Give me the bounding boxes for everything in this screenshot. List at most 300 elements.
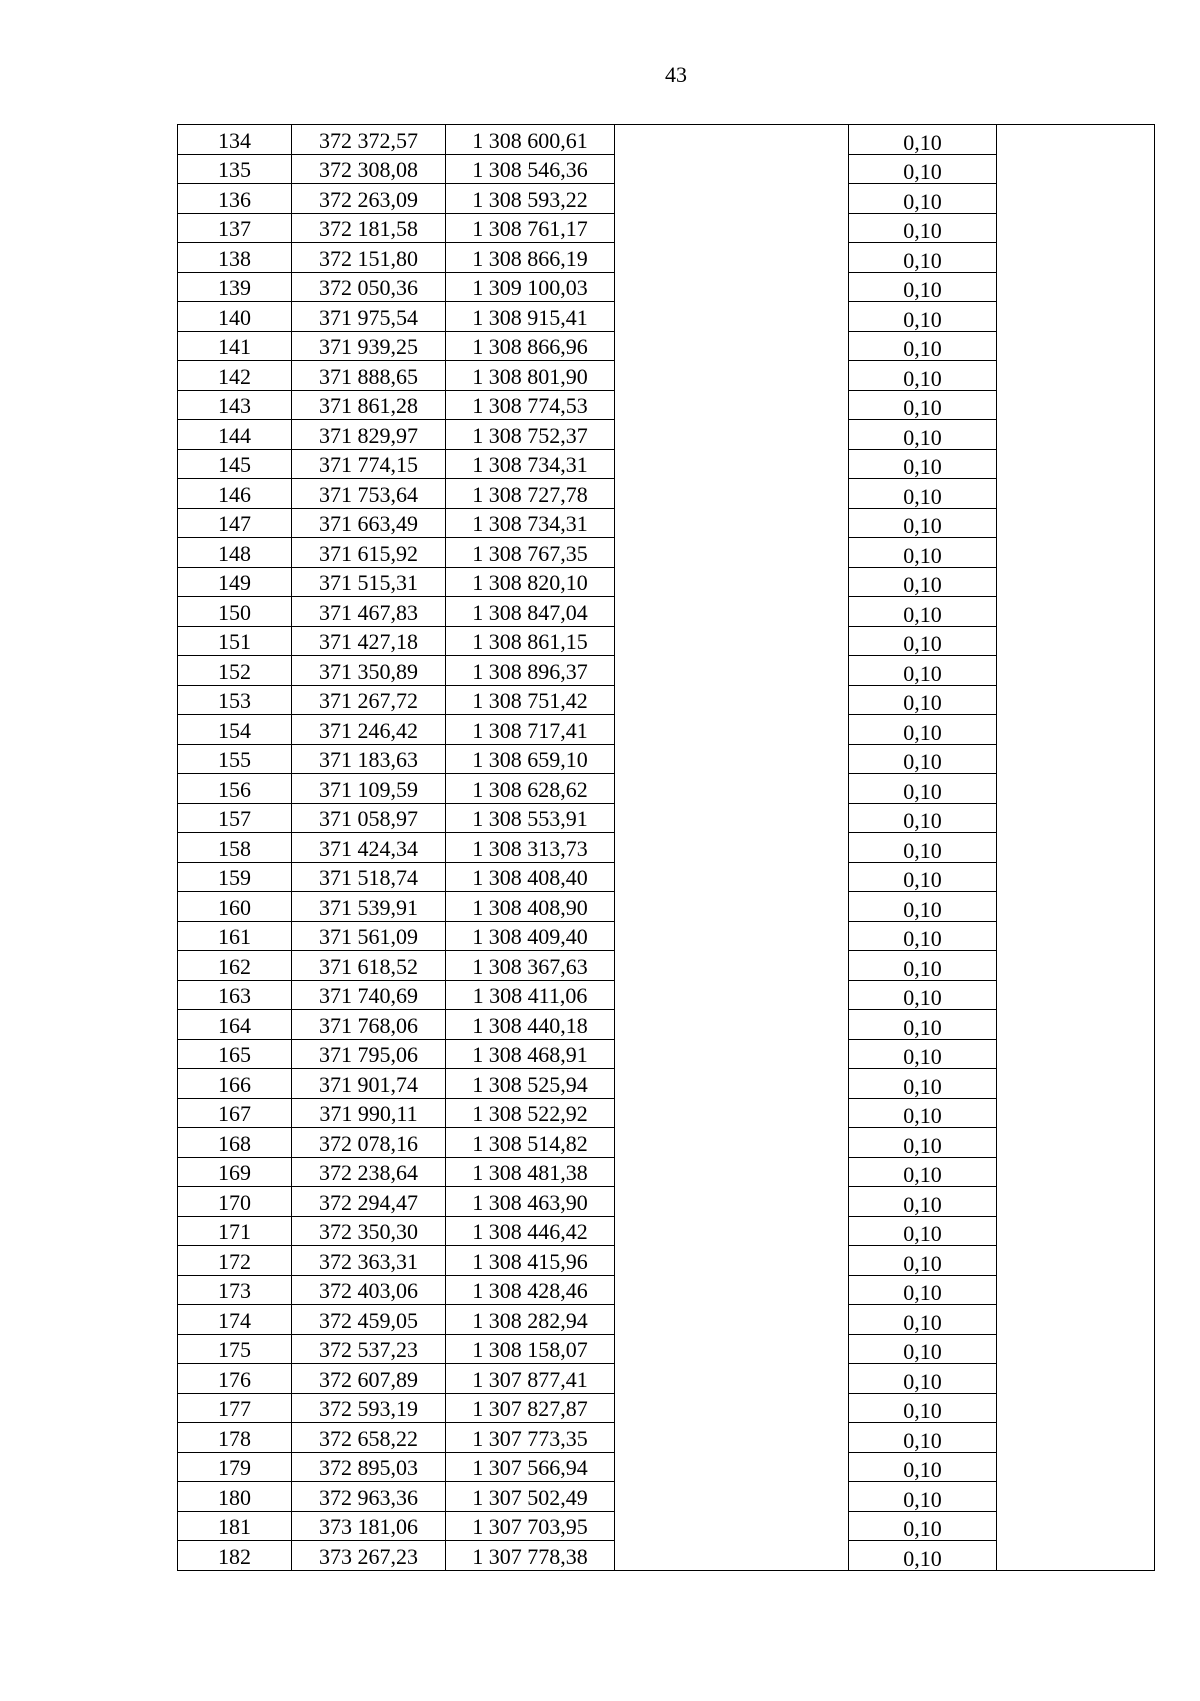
empty-cell — [615, 272, 849, 302]
empty-cell — [615, 803, 849, 833]
x-coordinate-cell: 372 078,16 — [292, 1128, 446, 1158]
empty-cell — [997, 154, 1155, 184]
y-coordinate-cell: 1 308 411,06 — [446, 980, 615, 1010]
accuracy-cell: 0,10 — [849, 597, 997, 627]
table-row — [178, 892, 1155, 922]
table-row — [178, 1098, 1155, 1128]
empty-cell — [997, 1216, 1155, 1246]
empty-cell — [615, 774, 849, 804]
accuracy-cell: 0,10 — [849, 1275, 997, 1305]
x-coordinate-cell: 371 427,18 — [292, 626, 446, 656]
empty-cell — [615, 1128, 849, 1158]
point-number-cell: 151 — [178, 626, 292, 656]
empty-cell — [997, 449, 1155, 479]
y-coordinate-cell: 1 308 514,82 — [446, 1128, 615, 1158]
point-number-cell: 147 — [178, 508, 292, 538]
y-coordinate-cell: 1 308 525,94 — [446, 1069, 615, 1099]
empty-cell — [997, 774, 1155, 804]
empty-cell — [997, 833, 1155, 863]
empty-cell — [615, 390, 849, 420]
table-row — [178, 1364, 1155, 1394]
empty-cell — [615, 213, 849, 243]
empty-cell — [997, 1364, 1155, 1394]
x-coordinate-cell: 373 181,06 — [292, 1511, 446, 1541]
point-number-cell: 149 — [178, 567, 292, 597]
empty-cell — [997, 331, 1155, 361]
empty-cell — [997, 921, 1155, 951]
table-row — [178, 833, 1155, 863]
table-row — [178, 951, 1155, 981]
x-coordinate-cell: 372 308,08 — [292, 154, 446, 184]
x-coordinate-cell: 371 990,11 — [292, 1098, 446, 1128]
point-number-cell: 143 — [178, 390, 292, 420]
empty-cell — [615, 125, 849, 155]
table-row — [178, 567, 1155, 597]
point-number-cell: 165 — [178, 1039, 292, 1069]
y-coordinate-cell: 1 308 440,18 — [446, 1010, 615, 1040]
empty-cell — [997, 980, 1155, 1010]
accuracy-cell: 0,10 — [849, 1128, 997, 1158]
accuracy-cell: 0,10 — [849, 538, 997, 568]
empty-cell — [615, 1364, 849, 1394]
accuracy-cell: 0,10 — [849, 1393, 997, 1423]
point-number-cell: 146 — [178, 479, 292, 509]
x-coordinate-cell: 372 363,31 — [292, 1246, 446, 1276]
empty-cell — [997, 1098, 1155, 1128]
empty-cell — [997, 243, 1155, 273]
empty-cell — [997, 1511, 1155, 1541]
table-row — [178, 862, 1155, 892]
point-number-cell: 152 — [178, 656, 292, 686]
empty-cell — [997, 508, 1155, 538]
point-number-cell: 161 — [178, 921, 292, 951]
empty-cell — [615, 1039, 849, 1069]
accuracy-cell: 0,10 — [849, 154, 997, 184]
empty-cell — [997, 862, 1155, 892]
accuracy-cell: 0,10 — [849, 1010, 997, 1040]
point-number-cell: 172 — [178, 1246, 292, 1276]
y-coordinate-cell: 1 308 734,31 — [446, 508, 615, 538]
empty-cell — [615, 302, 849, 332]
coordinates-table — [177, 124, 1155, 1571]
y-coordinate-cell: 1 308 727,78 — [446, 479, 615, 509]
table-row — [178, 1305, 1155, 1335]
table-row — [178, 508, 1155, 538]
y-coordinate-cell: 1 308 761,17 — [446, 213, 615, 243]
point-number-cell: 182 — [178, 1541, 292, 1571]
empty-cell — [615, 1069, 849, 1099]
x-coordinate-cell: 372 294,47 — [292, 1187, 446, 1217]
point-number-cell: 166 — [178, 1069, 292, 1099]
y-coordinate-cell: 1 308 409,40 — [446, 921, 615, 951]
point-number-cell: 144 — [178, 420, 292, 450]
empty-cell — [997, 390, 1155, 420]
y-coordinate-cell: 1 307 566,94 — [446, 1452, 615, 1482]
point-number-cell: 150 — [178, 597, 292, 627]
x-coordinate-cell: 372 895,03 — [292, 1452, 446, 1482]
y-coordinate-cell: 1 308 659,10 — [446, 744, 615, 774]
accuracy-cell: 0,10 — [849, 449, 997, 479]
empty-cell — [997, 597, 1155, 627]
empty-cell — [615, 1246, 849, 1276]
point-number-cell: 158 — [178, 833, 292, 863]
point-number-cell: 180 — [178, 1482, 292, 1512]
accuracy-cell: 0,10 — [849, 1364, 997, 1394]
table-row — [178, 1128, 1155, 1158]
empty-cell — [615, 361, 849, 391]
x-coordinate-cell: 372 050,36 — [292, 272, 446, 302]
empty-cell — [615, 1511, 849, 1541]
accuracy-cell: 0,10 — [849, 1157, 997, 1187]
point-number-cell: 159 — [178, 862, 292, 892]
empty-cell — [615, 1334, 849, 1364]
point-number-cell: 142 — [178, 361, 292, 391]
empty-cell — [997, 184, 1155, 214]
x-coordinate-cell: 371 267,72 — [292, 685, 446, 715]
accuracy-cell: 0,10 — [849, 685, 997, 715]
empty-cell — [615, 1423, 849, 1453]
y-coordinate-cell: 1 308 628,62 — [446, 774, 615, 804]
table-row — [178, 1511, 1155, 1541]
empty-cell — [615, 479, 849, 509]
empty-cell — [615, 1157, 849, 1187]
empty-cell — [615, 980, 849, 1010]
point-number-cell: 136 — [178, 184, 292, 214]
table-row — [178, 361, 1155, 391]
table-row — [178, 243, 1155, 273]
y-coordinate-cell: 1 308 593,22 — [446, 184, 615, 214]
point-number-cell: 156 — [178, 774, 292, 804]
empty-cell — [997, 420, 1155, 450]
accuracy-cell: 0,10 — [849, 1511, 997, 1541]
empty-cell — [615, 685, 849, 715]
empty-cell — [997, 1069, 1155, 1099]
table-row — [178, 715, 1155, 745]
y-coordinate-cell: 1 308 158,07 — [446, 1334, 615, 1364]
empty-cell — [997, 656, 1155, 686]
point-number-cell: 178 — [178, 1423, 292, 1453]
point-number-cell: 170 — [178, 1187, 292, 1217]
table-row — [178, 302, 1155, 332]
x-coordinate-cell: 371 795,06 — [292, 1039, 446, 1069]
point-number-cell: 181 — [178, 1511, 292, 1541]
table-row — [178, 184, 1155, 214]
accuracy-cell: 0,10 — [849, 1305, 997, 1335]
table-row — [178, 213, 1155, 243]
empty-cell — [615, 331, 849, 361]
accuracy-cell: 0,10 — [849, 184, 997, 214]
table-row — [178, 1157, 1155, 1187]
table-row — [178, 803, 1155, 833]
x-coordinate-cell: 372 593,19 — [292, 1393, 446, 1423]
x-coordinate-cell: 371 901,74 — [292, 1069, 446, 1099]
y-coordinate-cell: 1 308 546,36 — [446, 154, 615, 184]
point-number-cell: 141 — [178, 331, 292, 361]
point-number-cell: 163 — [178, 980, 292, 1010]
point-number-cell: 160 — [178, 892, 292, 922]
table-row — [178, 1393, 1155, 1423]
accuracy-cell: 0,10 — [849, 1069, 997, 1099]
x-coordinate-cell: 371 774,15 — [292, 449, 446, 479]
point-number-cell: 153 — [178, 685, 292, 715]
accuracy-cell: 0,10 — [849, 1423, 997, 1453]
empty-cell — [997, 1393, 1155, 1423]
y-coordinate-cell: 1 308 463,90 — [446, 1187, 615, 1217]
empty-cell — [997, 685, 1155, 715]
point-number-cell: 139 — [178, 272, 292, 302]
point-number-cell: 154 — [178, 715, 292, 745]
point-number-cell: 179 — [178, 1452, 292, 1482]
empty-cell — [997, 1187, 1155, 1217]
accuracy-cell: 0,10 — [849, 390, 997, 420]
accuracy-cell: 0,10 — [849, 715, 997, 745]
empty-cell — [997, 1482, 1155, 1512]
accuracy-cell: 0,10 — [849, 213, 997, 243]
empty-cell — [615, 243, 849, 273]
table-row — [178, 626, 1155, 656]
y-coordinate-cell: 1 308 481,38 — [446, 1157, 615, 1187]
table-row — [178, 744, 1155, 774]
table-row — [178, 449, 1155, 479]
empty-cell — [997, 1246, 1155, 1276]
x-coordinate-cell: 371 888,65 — [292, 361, 446, 391]
y-coordinate-cell: 1 308 428,46 — [446, 1275, 615, 1305]
empty-cell — [997, 1305, 1155, 1335]
empty-cell — [997, 803, 1155, 833]
x-coordinate-cell: 371 829,97 — [292, 420, 446, 450]
y-coordinate-cell: 1 308 553,91 — [446, 803, 615, 833]
accuracy-cell: 0,10 — [849, 833, 997, 863]
empty-cell — [615, 626, 849, 656]
empty-cell — [997, 361, 1155, 391]
table-row — [178, 125, 1155, 155]
accuracy-cell: 0,10 — [849, 774, 997, 804]
table-row — [178, 921, 1155, 951]
point-number-cell: 167 — [178, 1098, 292, 1128]
x-coordinate-cell: 371 768,06 — [292, 1010, 446, 1040]
point-number-cell: 155 — [178, 744, 292, 774]
y-coordinate-cell: 1 307 827,87 — [446, 1393, 615, 1423]
y-coordinate-cell: 1 308 313,73 — [446, 833, 615, 863]
accuracy-cell: 0,10 — [849, 921, 997, 951]
point-number-cell: 168 — [178, 1128, 292, 1158]
y-coordinate-cell: 1 308 820,10 — [446, 567, 615, 597]
accuracy-cell: 0,10 — [849, 1452, 997, 1482]
table-row — [178, 1246, 1155, 1276]
accuracy-cell: 0,10 — [849, 980, 997, 1010]
point-number-cell: 176 — [178, 1364, 292, 1394]
table-row — [178, 538, 1155, 568]
empty-cell — [997, 626, 1155, 656]
accuracy-cell: 0,10 — [849, 862, 997, 892]
accuracy-cell: 0,10 — [849, 331, 997, 361]
empty-cell — [615, 715, 849, 745]
accuracy-cell: 0,10 — [849, 302, 997, 332]
empty-cell — [615, 1010, 849, 1040]
table-row — [178, 656, 1155, 686]
point-number-cell: 177 — [178, 1393, 292, 1423]
y-coordinate-cell: 1 308 367,63 — [446, 951, 615, 981]
point-number-cell: 157 — [178, 803, 292, 833]
x-coordinate-cell: 371 424,34 — [292, 833, 446, 863]
empty-cell — [615, 184, 849, 214]
empty-cell — [997, 479, 1155, 509]
x-coordinate-cell: 372 459,05 — [292, 1305, 446, 1335]
point-number-cell: 145 — [178, 449, 292, 479]
table-row — [178, 1423, 1155, 1453]
table-row — [178, 980, 1155, 1010]
empty-cell — [615, 597, 849, 627]
accuracy-cell: 0,10 — [849, 744, 997, 774]
x-coordinate-cell: 371 109,59 — [292, 774, 446, 804]
y-coordinate-cell: 1 308 734,31 — [446, 449, 615, 479]
y-coordinate-cell: 1 308 847,04 — [446, 597, 615, 627]
accuracy-cell: 0,10 — [849, 479, 997, 509]
table-row — [178, 331, 1155, 361]
point-number-cell: 135 — [178, 154, 292, 184]
accuracy-cell: 0,10 — [849, 803, 997, 833]
point-number-cell: 138 — [178, 243, 292, 273]
empty-cell — [615, 508, 849, 538]
y-coordinate-cell: 1 308 282,94 — [446, 1305, 615, 1335]
table-row — [178, 774, 1155, 804]
x-coordinate-cell: 372 238,64 — [292, 1157, 446, 1187]
x-coordinate-cell: 371 975,54 — [292, 302, 446, 332]
y-coordinate-cell: 1 307 703,95 — [446, 1511, 615, 1541]
table-row — [178, 1010, 1155, 1040]
empty-cell — [615, 154, 849, 184]
table-row — [178, 1039, 1155, 1069]
empty-cell — [997, 892, 1155, 922]
empty-cell — [997, 125, 1155, 155]
table-row — [178, 685, 1155, 715]
table-row — [178, 1334, 1155, 1364]
y-coordinate-cell: 1 307 877,41 — [446, 1364, 615, 1394]
empty-cell — [615, 1275, 849, 1305]
empty-cell — [997, 1334, 1155, 1364]
x-coordinate-cell: 372 263,09 — [292, 184, 446, 214]
accuracy-cell: 0,10 — [849, 1482, 997, 1512]
empty-cell — [615, 1482, 849, 1512]
accuracy-cell: 0,10 — [849, 1187, 997, 1217]
x-coordinate-cell: 371 939,25 — [292, 331, 446, 361]
x-coordinate-cell: 372 372,57 — [292, 125, 446, 155]
y-coordinate-cell: 1 307 502,49 — [446, 1482, 615, 1512]
table-row — [178, 1452, 1155, 1482]
empty-cell — [615, 951, 849, 981]
x-coordinate-cell: 372 151,80 — [292, 243, 446, 273]
empty-cell — [615, 892, 849, 922]
empty-cell — [615, 1393, 849, 1423]
y-coordinate-cell: 1 307 778,38 — [446, 1541, 615, 1571]
empty-cell — [997, 1275, 1155, 1305]
point-number-cell: 164 — [178, 1010, 292, 1040]
empty-cell — [615, 420, 849, 450]
accuracy-cell: 0,10 — [849, 951, 997, 981]
accuracy-cell: 0,10 — [849, 1246, 997, 1276]
accuracy-cell: 0,10 — [849, 1541, 997, 1571]
y-coordinate-cell: 1 309 100,03 — [446, 272, 615, 302]
accuracy-cell: 0,10 — [849, 656, 997, 686]
empty-cell — [997, 951, 1155, 981]
accuracy-cell: 0,10 — [849, 892, 997, 922]
x-coordinate-cell: 371 515,31 — [292, 567, 446, 597]
table-row — [178, 1482, 1155, 1512]
empty-cell — [615, 656, 849, 686]
y-coordinate-cell: 1 308 446,42 — [446, 1216, 615, 1246]
y-coordinate-cell: 1 308 861,15 — [446, 626, 615, 656]
x-coordinate-cell: 373 267,23 — [292, 1541, 446, 1571]
table-row — [178, 154, 1155, 184]
point-number-cell: 173 — [178, 1275, 292, 1305]
accuracy-cell: 0,10 — [849, 1216, 997, 1246]
point-number-cell: 137 — [178, 213, 292, 243]
point-number-cell: 148 — [178, 538, 292, 568]
x-coordinate-cell: 371 861,28 — [292, 390, 446, 420]
x-coordinate-cell: 372 537,23 — [292, 1334, 446, 1364]
accuracy-cell: 0,10 — [849, 361, 997, 391]
empty-cell — [615, 538, 849, 568]
y-coordinate-cell: 1 307 773,35 — [446, 1423, 615, 1453]
empty-cell — [615, 1216, 849, 1246]
x-coordinate-cell: 372 658,22 — [292, 1423, 446, 1453]
x-coordinate-cell: 371 753,64 — [292, 479, 446, 509]
empty-cell — [997, 1541, 1155, 1571]
empty-cell — [615, 862, 849, 892]
empty-cell — [615, 833, 849, 863]
x-coordinate-cell: 371 058,97 — [292, 803, 446, 833]
x-coordinate-cell: 372 403,06 — [292, 1275, 446, 1305]
table-row — [178, 1187, 1155, 1217]
empty-cell — [997, 1157, 1155, 1187]
y-coordinate-cell: 1 308 522,92 — [446, 1098, 615, 1128]
x-coordinate-cell: 371 183,63 — [292, 744, 446, 774]
y-coordinate-cell: 1 308 866,19 — [446, 243, 615, 273]
x-coordinate-cell: 371 615,92 — [292, 538, 446, 568]
table-row — [178, 479, 1155, 509]
x-coordinate-cell: 372 350,30 — [292, 1216, 446, 1246]
table-row — [178, 390, 1155, 420]
point-number-cell: 175 — [178, 1334, 292, 1364]
y-coordinate-cell: 1 308 468,91 — [446, 1039, 615, 1069]
y-coordinate-cell: 1 308 866,96 — [446, 331, 615, 361]
empty-cell — [997, 272, 1155, 302]
empty-cell — [997, 1010, 1155, 1040]
empty-cell — [997, 538, 1155, 568]
y-coordinate-cell: 1 308 717,41 — [446, 715, 615, 745]
y-coordinate-cell: 1 308 408,90 — [446, 892, 615, 922]
empty-cell — [615, 1187, 849, 1217]
x-coordinate-cell: 371 350,89 — [292, 656, 446, 686]
coordinates-table-body — [178, 125, 1155, 1571]
point-number-cell: 171 — [178, 1216, 292, 1246]
empty-cell — [997, 1128, 1155, 1158]
empty-cell — [997, 1452, 1155, 1482]
accuracy-cell: 0,10 — [849, 508, 997, 538]
empty-cell — [997, 1423, 1155, 1453]
x-coordinate-cell: 371 467,83 — [292, 597, 446, 627]
table-row — [178, 1275, 1155, 1305]
empty-cell — [997, 567, 1155, 597]
empty-cell — [615, 1541, 849, 1571]
point-number-cell: 134 — [178, 125, 292, 155]
y-coordinate-cell: 1 308 415,96 — [446, 1246, 615, 1276]
x-coordinate-cell: 371 561,09 — [292, 921, 446, 951]
point-number-cell: 174 — [178, 1305, 292, 1335]
table-row — [178, 1216, 1155, 1246]
empty-cell — [997, 302, 1155, 332]
y-coordinate-cell: 1 308 751,42 — [446, 685, 615, 715]
